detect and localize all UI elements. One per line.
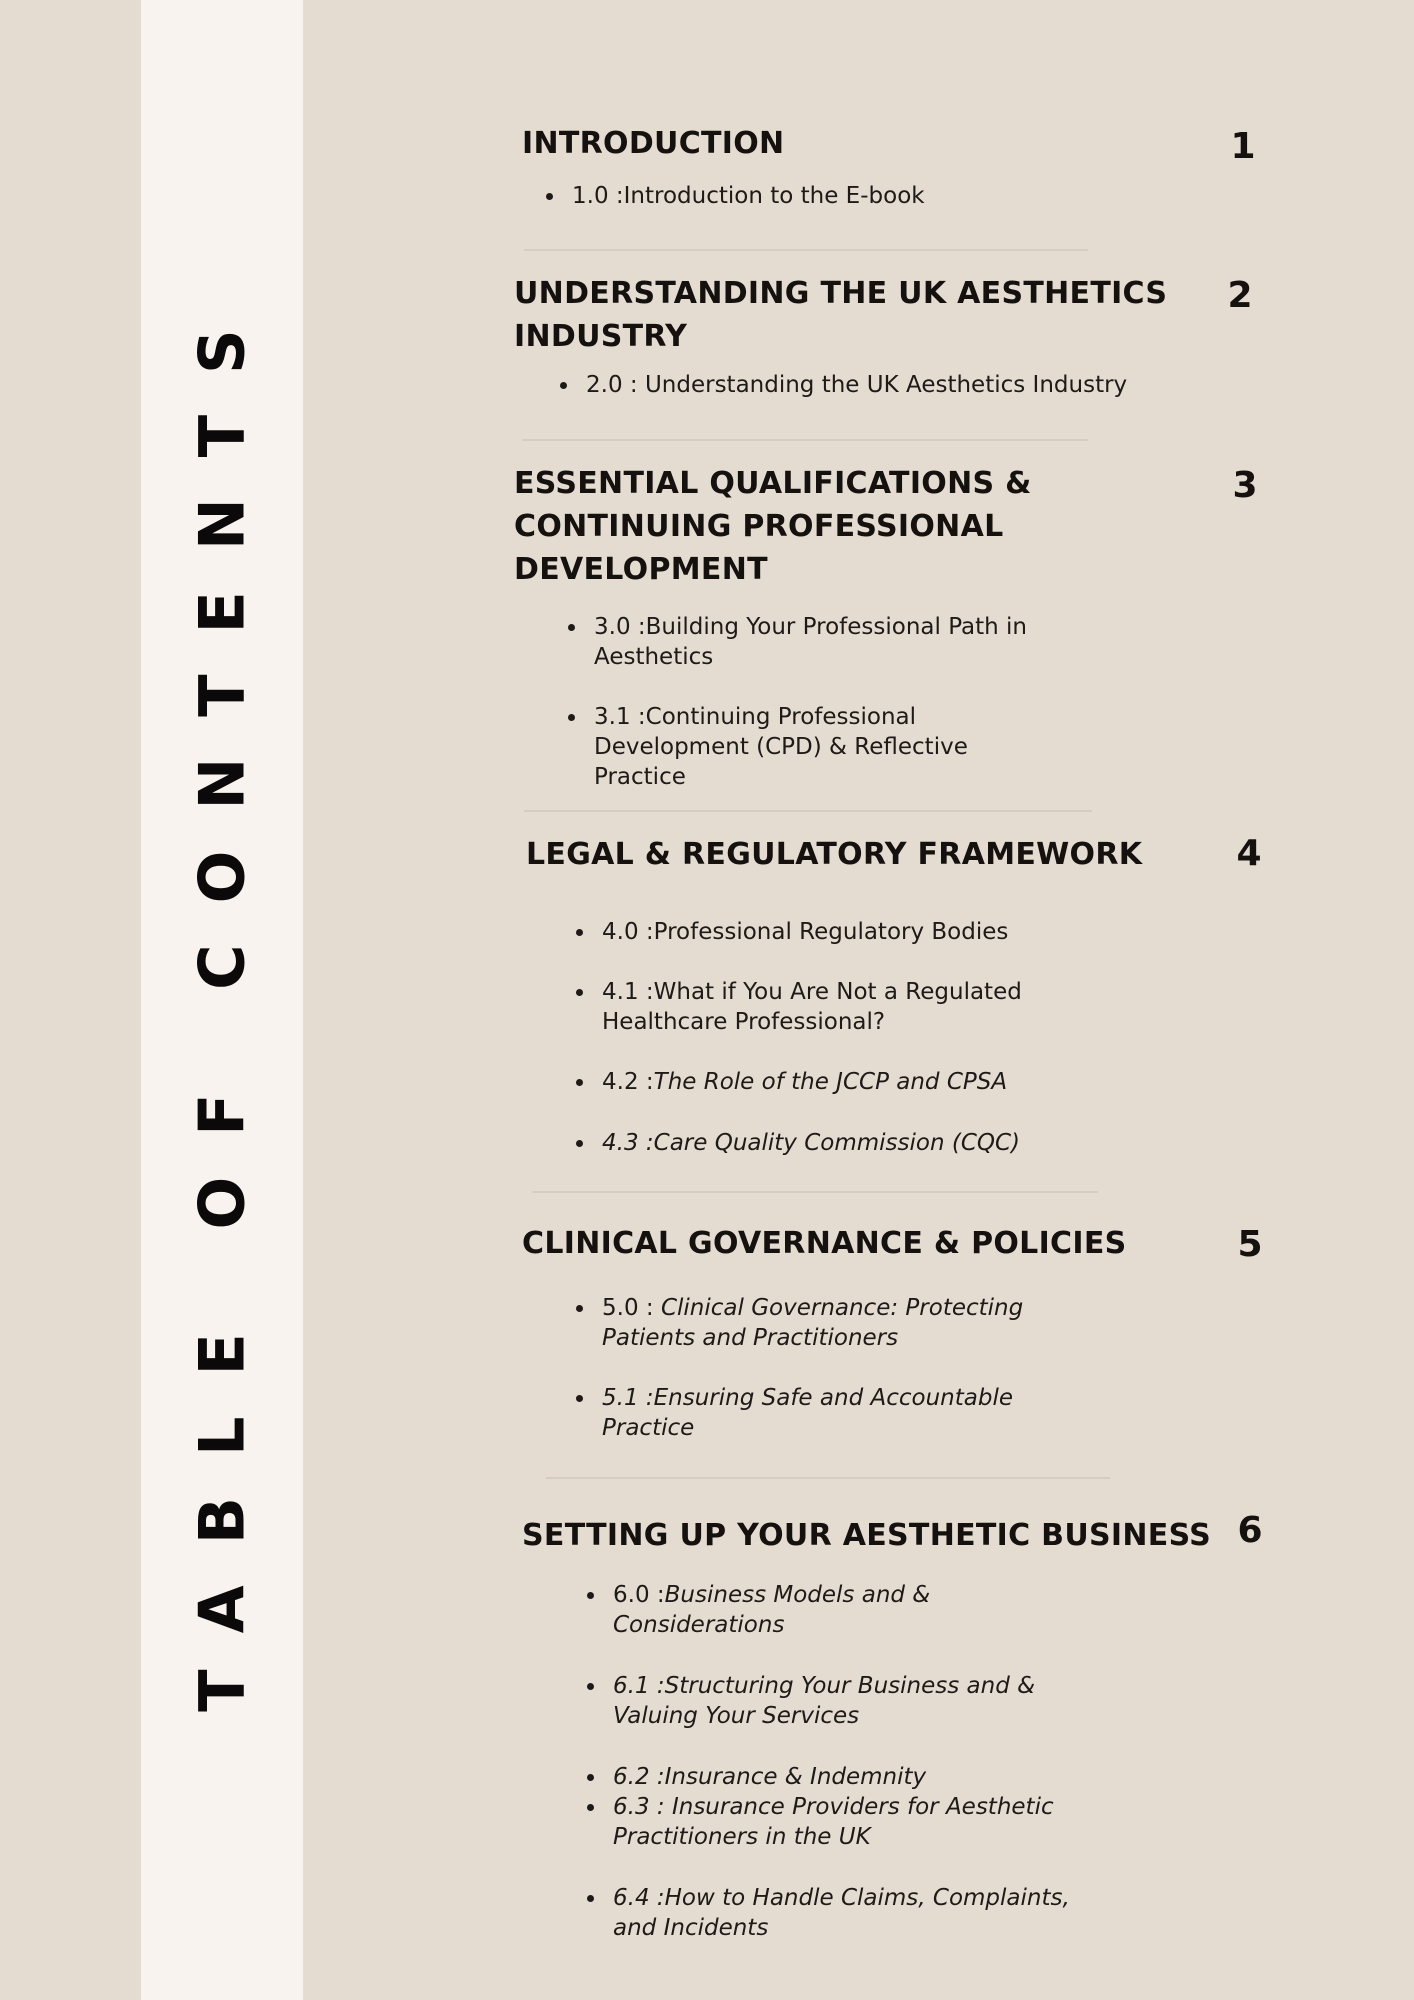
section-6-items: [613, 1580, 1070, 1943]
list-item: 6.4 :How to Handle Claims, Complaints, and Incidents: [613, 1885, 1070, 1941]
divider: [532, 1191, 1098, 1193]
section-3-items: [594, 612, 1027, 792]
section-1-items: [572, 181, 925, 211]
page-number-6: 6: [1237, 1510, 1263, 1551]
list-item: 4.3 :Care Quality Commission (CQC): [602, 1130, 1021, 1156]
section-heading-understanding: UNDERSTANDING THE UK AESTHETICS INDUSTRY: [514, 276, 1168, 354]
list-item: 6.2 :Insurance & Indemnity: [613, 1762, 1070, 1792]
section-heading-business: SETTING UP YOUR AESTHETIC BUSINESS: [522, 1518, 1212, 1553]
list-item: 4.0 :Professional Regulatory Bodies: [602, 917, 1022, 947]
divider: [546, 1477, 1110, 1479]
side-title: TABLE OF CONTENTS: [185, 288, 259, 1712]
list-item: 5.0 : Clinical Governance: Protecting Patients and Practitioners: [602, 1295, 1024, 1351]
list-item: 4.1 :What if You Are Not a Regulated Healthcare Professional?: [602, 979, 1022, 1035]
section-4-items: [602, 917, 1022, 1158]
page-number-1: 1: [1230, 126, 1256, 167]
divider: [524, 810, 1092, 812]
list-item: 3.1 :Continuing Professional Development (CPD) & Reflective Practice: [594, 702, 1027, 792]
section-heading-qualifications: ESSENTIAL QUALIFICATIONS & CONTINUING PROFESSIONAL DEVELOPMENT: [514, 466, 1032, 587]
section-heading-governance: CLINICAL GOVERNANCE & POLICIES: [522, 1226, 1127, 1261]
list-item: 6.1 :Structuring Your Business and & Valuing Your Services: [613, 1671, 1070, 1731]
page-number-3: 3: [1232, 465, 1258, 506]
section-heading-introduction: INTRODUCTION: [522, 126, 785, 161]
list-item: 4.2 :The Role of the JCCP and CPSA: [602, 1067, 1022, 1097]
list-item: 3.0 :Building Your Professional Path in Aesthetics: [594, 614, 1028, 670]
page-number-5: 5: [1237, 1224, 1263, 1265]
section-5-items: [602, 1293, 1023, 1443]
divider: [522, 439, 1088, 441]
page-number-4: 4: [1236, 833, 1262, 874]
list-item: 6.0 :Business Models and & Considerations: [613, 1580, 1070, 1640]
page-number-2: 2: [1227, 275, 1253, 316]
list-item: 6.3 : Insurance Providers for Aesthetic Practitioners in the UK: [613, 1792, 1070, 1852]
list-item: 5.1 :Ensuring Safe and Accountable Practice: [602, 1383, 1023, 1443]
list-item: 2.0 : Understanding the UK Aesthetics Industry: [586, 372, 1128, 398]
section-2-items: [586, 370, 1127, 400]
list-item: 1.0 :Introduction to the E-book: [572, 183, 925, 209]
divider: [524, 249, 1088, 251]
section-heading-legal: LEGAL & REGULATORY FRAMEWORK: [526, 837, 1143, 872]
